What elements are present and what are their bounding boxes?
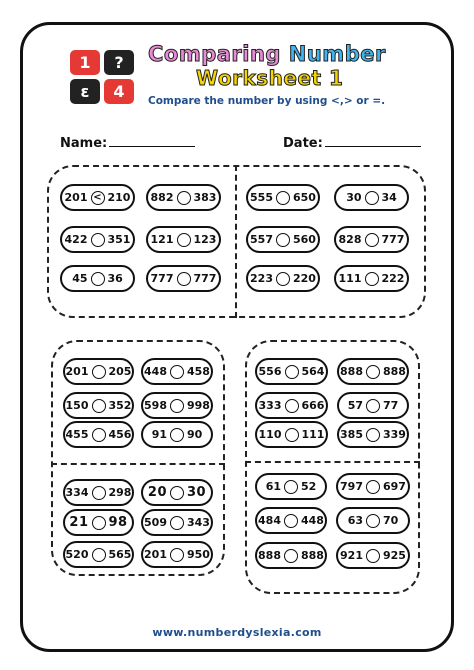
right-number: 448 — [301, 514, 324, 527]
comparison-pill — [246, 184, 320, 211]
answer-circle[interactable] — [366, 399, 380, 413]
left-number: 555 — [250, 191, 273, 204]
left-number: 455 — [65, 428, 89, 441]
comparison-pill — [336, 542, 410, 569]
right-number: 90 — [187, 428, 203, 441]
answer-circle[interactable] — [170, 428, 184, 442]
comparison-pill — [146, 265, 221, 292]
comparison-pill — [146, 184, 221, 211]
answer-circle[interactable] — [276, 191, 290, 205]
answer-circle[interactable] — [276, 233, 290, 247]
left-number: 201 — [144, 548, 167, 561]
left-number: 110 — [258, 428, 282, 441]
comparison-pill — [63, 421, 134, 448]
left-number: 111 — [338, 272, 362, 285]
answer-circle[interactable] — [365, 191, 379, 205]
left-number: 422 — [64, 233, 88, 246]
left-number: 484 — [258, 514, 281, 527]
right-number: 564 — [301, 365, 325, 378]
comparison-pill — [141, 358, 213, 385]
answer-circle[interactable] — [92, 399, 106, 413]
left-number: 57 — [347, 399, 363, 412]
right-number: 205 — [108, 365, 132, 378]
left-number: 45 — [72, 272, 88, 285]
date-field[interactable] — [283, 134, 421, 151]
right-number: 30 — [187, 485, 207, 500]
right-number: 650 — [293, 191, 316, 204]
answer-circle[interactable] — [366, 365, 380, 379]
comparison-pill — [60, 184, 135, 211]
left-number: 333 — [258, 399, 282, 412]
answer-circle[interactable] — [177, 191, 191, 205]
answer-circle[interactable] — [276, 272, 290, 286]
comparison-pill — [141, 509, 213, 536]
answer-circle[interactable] — [170, 486, 184, 500]
comparison-pill — [337, 421, 409, 448]
top-section-divider — [235, 165, 237, 318]
left-number: 921 — [340, 549, 363, 562]
answer-circle[interactable] — [92, 365, 106, 379]
right-number: 950 — [187, 548, 210, 561]
left-number: 30 — [346, 191, 362, 204]
comparison-pill — [336, 473, 410, 500]
instructions: Compare the number by using <,> or =. — [148, 95, 386, 107]
answer-circle[interactable] — [366, 549, 380, 563]
logo-tile-1: 1 — [70, 50, 100, 75]
right-number: 298 — [108, 486, 132, 499]
comparison-pill — [141, 392, 213, 419]
right-number: 34 — [381, 191, 397, 204]
left-number: 334 — [65, 486, 89, 499]
comparison-pill — [255, 358, 328, 385]
answer-circle[interactable] — [170, 548, 184, 562]
right-number: 351 — [107, 233, 131, 246]
comparison-pill — [255, 507, 327, 534]
right-number: 383 — [193, 191, 217, 204]
answer-circle[interactable] — [92, 516, 106, 530]
right-number: 210 — [107, 191, 131, 204]
answer-circle[interactable] — [285, 428, 299, 442]
right-number: 111 — [301, 428, 325, 441]
comparison-pill — [246, 265, 320, 292]
answer-circle[interactable] — [365, 272, 379, 286]
right-number: 565 — [108, 548, 132, 561]
comparison-pill — [337, 358, 409, 385]
answer-circle[interactable] — [366, 428, 380, 442]
title-line-1 — [148, 42, 386, 66]
right-number: 220 — [293, 272, 316, 285]
name-blank[interactable] — [109, 134, 195, 147]
left-number: 21 — [69, 515, 89, 530]
answer-circle[interactable]: < — [91, 191, 105, 205]
comparison-pill — [60, 265, 135, 292]
comparison-pill — [255, 473, 327, 500]
right-number: 560 — [293, 233, 316, 246]
comparison-pill — [246, 226, 320, 253]
comparison-pill — [141, 421, 213, 448]
left-number: 509 — [144, 516, 167, 529]
comparison-pill — [336, 507, 410, 534]
answer-circle[interactable] — [284, 514, 298, 528]
left-number: 888 — [340, 365, 363, 378]
right-section-divider — [245, 461, 420, 463]
left-number: 828 — [338, 233, 362, 246]
left-number: 121 — [150, 233, 174, 246]
comparison-pill — [255, 542, 327, 569]
answer-circle[interactable] — [170, 399, 184, 413]
left-number: 63 — [347, 514, 363, 527]
left-number: 150 — [65, 399, 89, 412]
left-section-divider — [51, 463, 225, 465]
answer-circle[interactable] — [177, 272, 191, 286]
left-number: 520 — [65, 548, 89, 561]
right-number: 352 — [108, 399, 132, 412]
comparison-pill — [334, 184, 409, 211]
comparison-pill — [60, 226, 135, 253]
right-number: 697 — [383, 480, 406, 493]
answer-circle[interactable] — [365, 233, 379, 247]
right-number: 52 — [301, 480, 317, 493]
left-number: 797 — [340, 480, 363, 493]
right-number: 123 — [193, 233, 217, 246]
comparison-pill — [255, 421, 328, 448]
right-number: 36 — [107, 272, 123, 285]
comparison-pill — [334, 265, 409, 292]
title-word-number: Number — [288, 42, 386, 66]
comparison-pill — [334, 226, 409, 253]
left-number: 777 — [150, 272, 174, 285]
right-number: 888 — [301, 549, 324, 562]
comparison-pill — [255, 392, 328, 419]
left-number: 201 — [65, 365, 89, 378]
answer-circle[interactable] — [92, 486, 106, 500]
comparison-pill — [63, 479, 134, 506]
left-number: 223 — [250, 272, 273, 285]
answer-circle[interactable] — [285, 399, 299, 413]
right-number: 456 — [108, 428, 132, 441]
date-label: Date: — [283, 136, 323, 151]
left-number: 888 — [258, 549, 281, 562]
date-blank[interactable] — [325, 134, 421, 147]
right-number: 777 — [381, 233, 405, 246]
name-field[interactable] — [60, 134, 195, 151]
title-word-comparing: Comparing — [148, 42, 281, 66]
right-number: 666 — [301, 399, 325, 412]
answer-circle[interactable] — [91, 233, 105, 247]
name-label: Name: — [60, 136, 108, 151]
right-number: 77 — [383, 399, 399, 412]
comparison-pill — [63, 358, 134, 385]
right-number: 98 — [108, 515, 128, 530]
right-number: 458 — [187, 365, 210, 378]
left-number: 201 — [64, 191, 88, 204]
left-number: 557 — [250, 233, 273, 246]
comparison-pill — [141, 541, 213, 568]
comparison-pill — [63, 509, 134, 536]
comparison-pill — [337, 392, 409, 419]
answer-circle[interactable] — [366, 514, 380, 528]
left-number: 882 — [150, 191, 174, 204]
logo-tile-2: ? — [104, 50, 134, 75]
comparison-pill — [63, 541, 134, 568]
right-number: 339 — [383, 428, 406, 441]
left-number: 20 — [147, 485, 167, 500]
answer-circle[interactable] — [91, 272, 105, 286]
right-number: 925 — [383, 549, 406, 562]
left-number: 556 — [258, 365, 282, 378]
title-line-2: Worksheet 1 — [196, 66, 344, 90]
answer-circle[interactable] — [284, 480, 298, 494]
logo — [70, 50, 136, 106]
answer-circle[interactable] — [366, 480, 380, 494]
left-number: 385 — [340, 428, 363, 441]
right-number: 888 — [383, 365, 406, 378]
logo-tile-4: 4 — [104, 79, 134, 104]
right-number: 222 — [381, 272, 405, 285]
right-number: 777 — [193, 272, 217, 285]
comparison-pill — [141, 479, 213, 506]
logo-tile-3: ɛ — [70, 79, 100, 104]
answer-circle[interactable] — [285, 365, 299, 379]
answer-circle[interactable] — [170, 516, 184, 530]
comparison-pill — [146, 226, 221, 253]
left-number: 91 — [151, 428, 167, 441]
left-number: 448 — [144, 365, 167, 378]
left-number: 598 — [144, 399, 167, 412]
footer-url: www.numberdyslexia.com — [152, 626, 322, 639]
right-number: 343 — [187, 516, 210, 529]
answer-circle[interactable] — [177, 233, 191, 247]
left-number: 61 — [265, 480, 281, 493]
answer-circle[interactable] — [92, 548, 106, 562]
answer-circle[interactable] — [284, 549, 298, 563]
answer-circle[interactable] — [170, 365, 184, 379]
right-number: 998 — [187, 399, 210, 412]
comparison-pill — [63, 392, 134, 419]
right-number: 70 — [383, 514, 399, 527]
answer-circle[interactable] — [92, 428, 106, 442]
